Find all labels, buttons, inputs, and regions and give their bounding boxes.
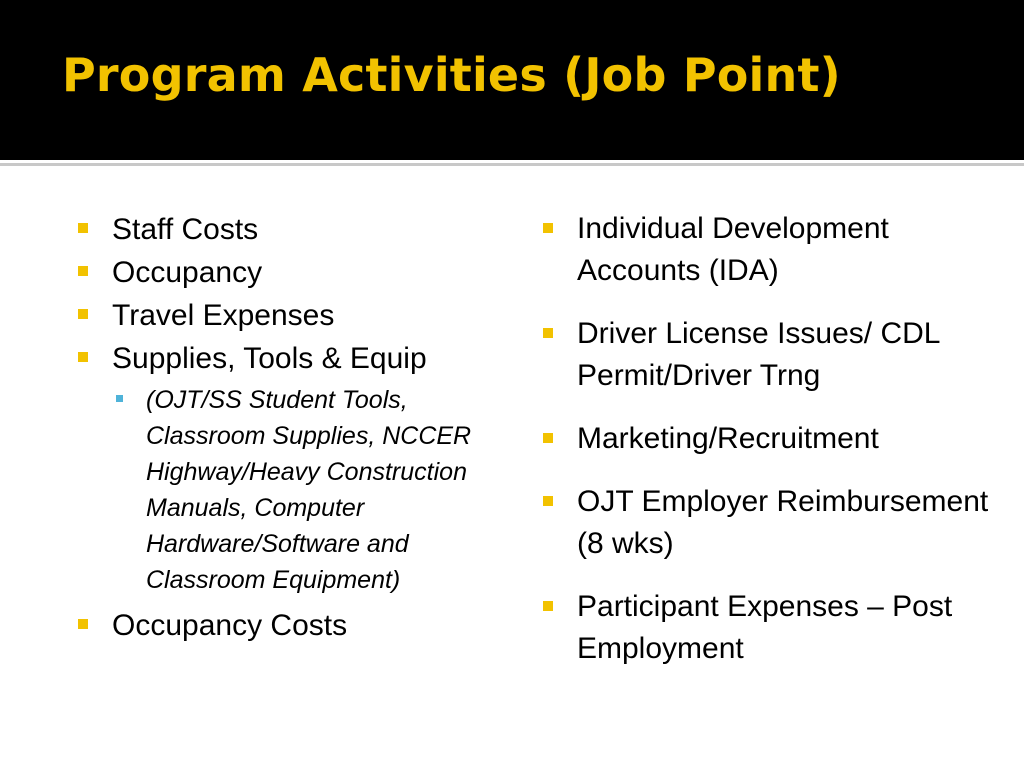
list-item-label: Staff Costs	[112, 213, 259, 246]
list-item	[78, 337, 518, 598]
square-bullet-icon	[543, 223, 553, 233]
list-item-label: Travel Expenses	[112, 299, 335, 332]
square-bullet-icon	[78, 266, 88, 276]
square-bullet-icon	[78, 352, 88, 362]
list-item	[543, 313, 1003, 397]
list-item-label: Participant Expenses – Post Employment	[577, 590, 953, 665]
sub-list-item-label: (OJT/SS Student Tools, Classroom Supplies, NCCER Highway/Heavy Construction Manuals, Computer Hardware/Software and Classroom Equipment)	[146, 386, 472, 594]
square-bullet-icon	[543, 328, 553, 338]
list-item-label: OJT Employer Reimbursement (8 wks)	[577, 485, 989, 560]
left-column	[78, 208, 518, 647]
square-bullet-icon	[78, 309, 88, 319]
list-item-label: Supplies, Tools & Equip	[112, 342, 427, 375]
list-item	[543, 208, 1003, 292]
square-bullet-icon	[78, 619, 88, 629]
list-item	[78, 294, 518, 337]
sub-bullet-list	[112, 382, 518, 598]
title-bar	[0, 0, 1024, 160]
list-item-label: Occupancy	[112, 256, 263, 289]
right-column	[543, 208, 1003, 691]
list-item	[78, 604, 518, 647]
list-item	[78, 251, 518, 294]
slide-title: Program Activities (Job Point)	[62, 48, 841, 102]
list-item-label: Marketing/Recruitment	[577, 422, 879, 455]
list-item-label: Driver License Issues/ CDL Permit/Driver Trng	[577, 317, 940, 392]
square-bullet-icon	[543, 496, 553, 506]
square-bullet-icon	[543, 433, 553, 443]
list-item	[543, 418, 1003, 460]
right-bullet-list	[543, 208, 1003, 670]
list-item	[78, 208, 518, 251]
left-bullet-list	[78, 208, 518, 647]
sub-list-item	[112, 382, 518, 598]
title-divider	[0, 163, 1024, 166]
square-bullet-icon	[543, 601, 553, 611]
square-sub-bullet-icon	[116, 395, 123, 402]
list-item	[543, 586, 1003, 670]
list-item	[543, 481, 1003, 565]
list-item-label: Individual Development Accounts (IDA)	[577, 212, 889, 287]
list-item-label: Occupancy Costs	[112, 609, 348, 642]
square-bullet-icon	[78, 223, 88, 233]
